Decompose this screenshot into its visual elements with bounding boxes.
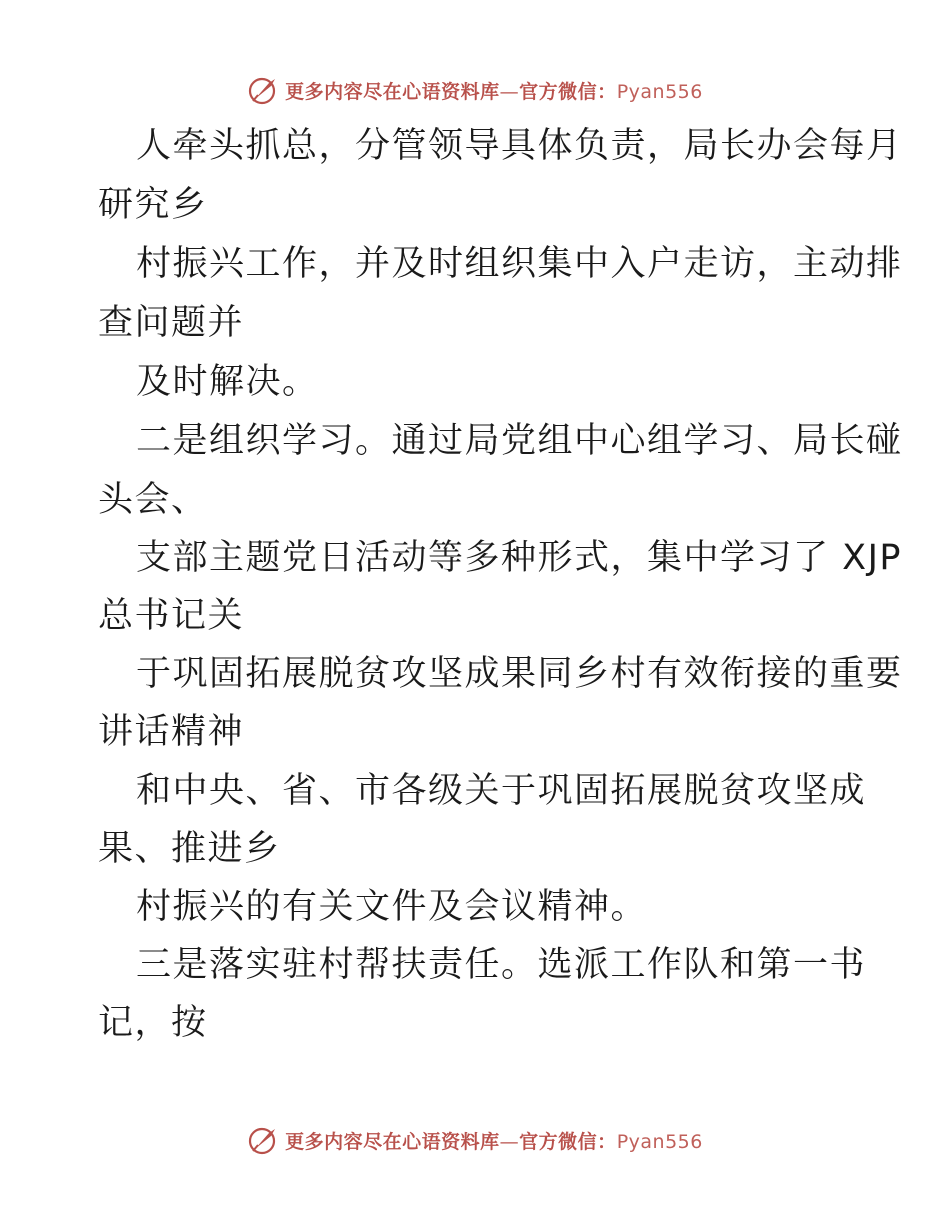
header-watermark (0, 74, 950, 106)
text-line: 记，按 (98, 1003, 208, 1043)
watermark-official: 官方微信： (519, 80, 617, 103)
watermark-text (285, 1127, 703, 1154)
text-line: 人牵头抓总，分管领导具体负责，局长办会每月 (136, 126, 903, 166)
watermark-account: Pyan556 (616, 1130, 703, 1153)
quill-logo-icon (247, 1125, 281, 1155)
watermark-text (285, 77, 703, 104)
footer-watermark (0, 1124, 950, 1156)
quill-logo-icon (247, 75, 281, 105)
watermark-separator: — (499, 1130, 520, 1153)
text-line: 果、推进乡 (98, 829, 281, 869)
text-line: 总书记关 (98, 596, 245, 636)
watermark-separator: — (499, 80, 520, 103)
text-line: 和中央、省、市各级关于巩固拓展脱贫攻坚成 (136, 771, 867, 811)
text-line: 二是组织学习。通过局党组中心组学习、局长碰 (136, 421, 903, 461)
text-line: 村振兴工作，并及时组织集中入户走访，主动排 (136, 244, 903, 284)
text-line: 支部主题党日活动等多种形式，集中学习了 XJP (136, 538, 903, 578)
watermark-brand: 更多内容尽在心语资料库 (285, 80, 500, 103)
text-line: 头会、 (98, 480, 208, 520)
text-line: 村振兴的有关文件及会议精神。 (136, 887, 648, 927)
text-line: 研究乡 (98, 185, 208, 225)
text-line: 讲话精神 (98, 712, 245, 752)
watermark-official: 官方微信： (519, 1130, 617, 1153)
watermark-account: Pyan556 (616, 80, 703, 103)
text-line: 及时解决。 (136, 362, 319, 402)
text-line: 三是落实驻村帮扶责任。选派工作队和第一书 (136, 945, 867, 985)
text-line: 查问题并 (98, 303, 245, 343)
watermark-brand: 更多内容尽在心语资料库 (285, 1130, 500, 1153)
text-line: 于巩固拓展脱贫攻坚成果同乡村有效衔接的重要 (136, 654, 903, 694)
